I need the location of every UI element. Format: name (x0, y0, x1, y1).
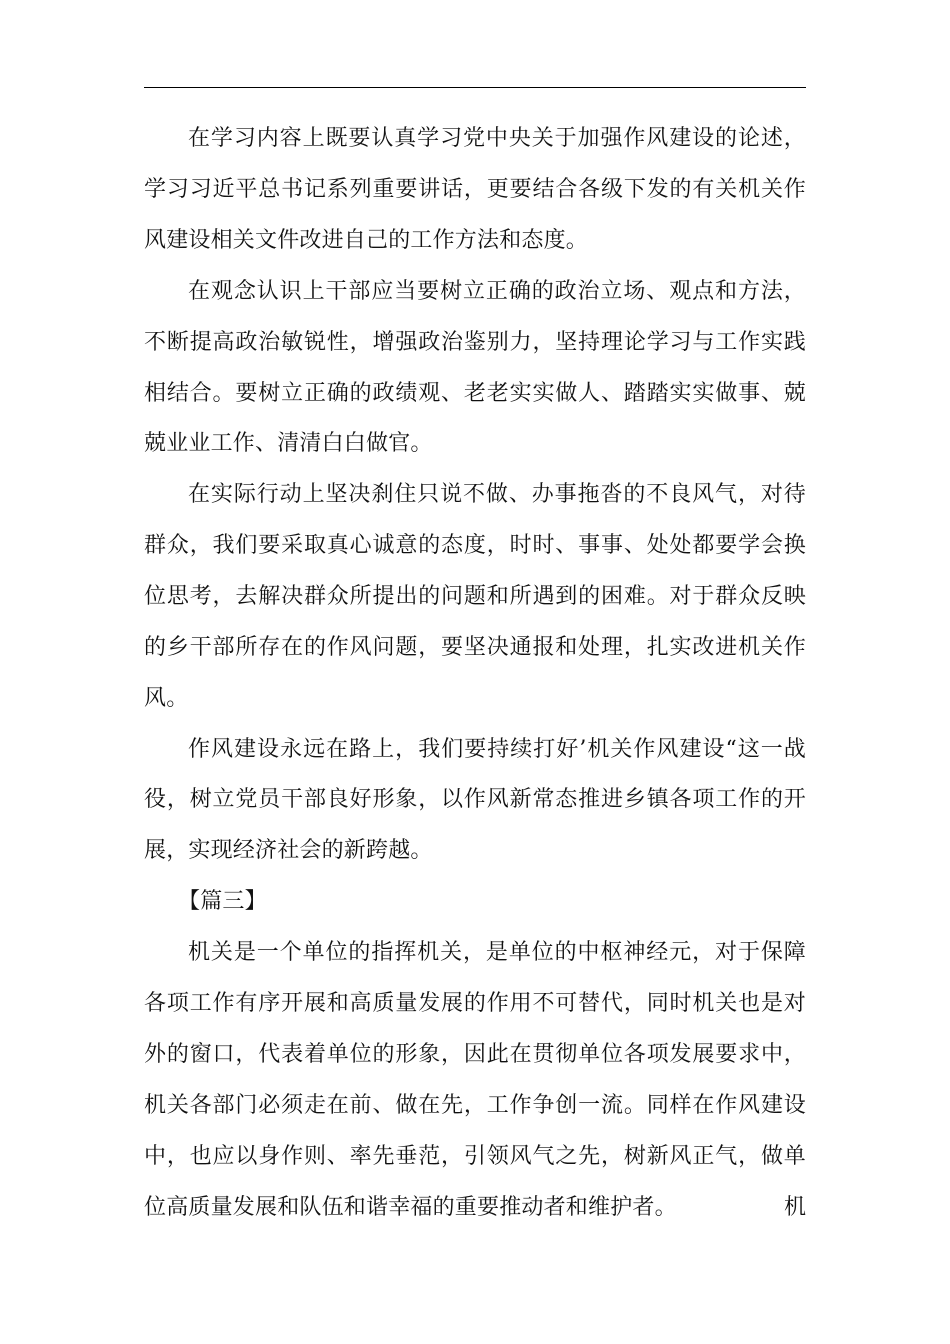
paragraph-1-line-1: 在学习内容上既要认真学习党中央关于加强作风建设的论述， (188, 126, 806, 151)
section-heading: 【篇三】 (178, 889, 267, 914)
paragraph-2-line-1: 在观念认识上干部应当要树立正确的政治立场、观点和方法， (188, 279, 806, 304)
paragraph-1-line-3: 风建设相关文件改进自己的工作方法和态度。 (144, 228, 589, 253)
paragraph-3-line-3: 位思考，去解决群众所提出的问题和所遇到的困难。对于群众反映 (144, 584, 806, 609)
paragraph-5-line-2: 各项工作有序开展和高质量发展的作用不可替代，同时机关也是对 (144, 991, 806, 1016)
paragraph-5-trailing-char: 机 (783, 1195, 806, 1220)
paragraph-4-line-2: 役，树立党员干部良好形象，以作风新常态推进乡镇各项工作的开 (144, 787, 806, 812)
paragraph-5-line-3: 外的窗口，代表着单位的形象，因此在贯彻单位各项发展要求中， (144, 1042, 806, 1067)
paragraph-5-line-4: 机关各部门必须走在前、做在先，工作争创一流。同样在作风建设 (144, 1093, 806, 1118)
paragraph-5-line-1: 机关是一个单位的指挥机关，是单位的中枢神经元，对于保障 (188, 940, 806, 965)
paragraph-5-line-6: 位高质量发展和队伍和谐幸福的重要推动者和维护者。 (144, 1195, 677, 1220)
paragraph-2-line-4: 兢业业工作、清清白白做官。 (144, 431, 433, 456)
paragraph-3-line-4: 的乡干部所存在的作风问题，要坚决通报和处理，扎实改进机关作 (144, 635, 806, 660)
paragraph-2-line-2: 不断提高政治敏锐性，增强政治鉴别力，坚持理论学习与工作实践 (144, 330, 806, 355)
paragraph-5-line-5: 中，也应以身作则、率先垂范，引领风气之先，树新风正气，做单 (144, 1144, 806, 1169)
paragraph-3-line-5: 风。 (144, 686, 189, 711)
paragraph-1-line-2: 学习习近平总书记系列重要讲话，更要结合各级下发的有关机关作 (144, 177, 806, 202)
paragraph-4-line-3: 展，实现经济社会的新跨越。 (144, 838, 433, 863)
paragraph-3-line-2: 群众，我们要采取真心诚意的态度，时时、事事、处处都要学会换 (144, 533, 806, 558)
paragraph-3-line-1: 在实际行动上坚决刹住只说不做、办事拖沓的不良风气，对待 (188, 482, 806, 507)
paragraph-4-line-1: 作风建设永远在路上，我们要持续打好’机关作风建设“这一战 (188, 737, 806, 762)
header-rule (144, 87, 806, 88)
paragraph-2-line-3: 相结合。要树立正确的政绩观、老老实实做人、踏踏实实做事、兢 (144, 381, 806, 406)
